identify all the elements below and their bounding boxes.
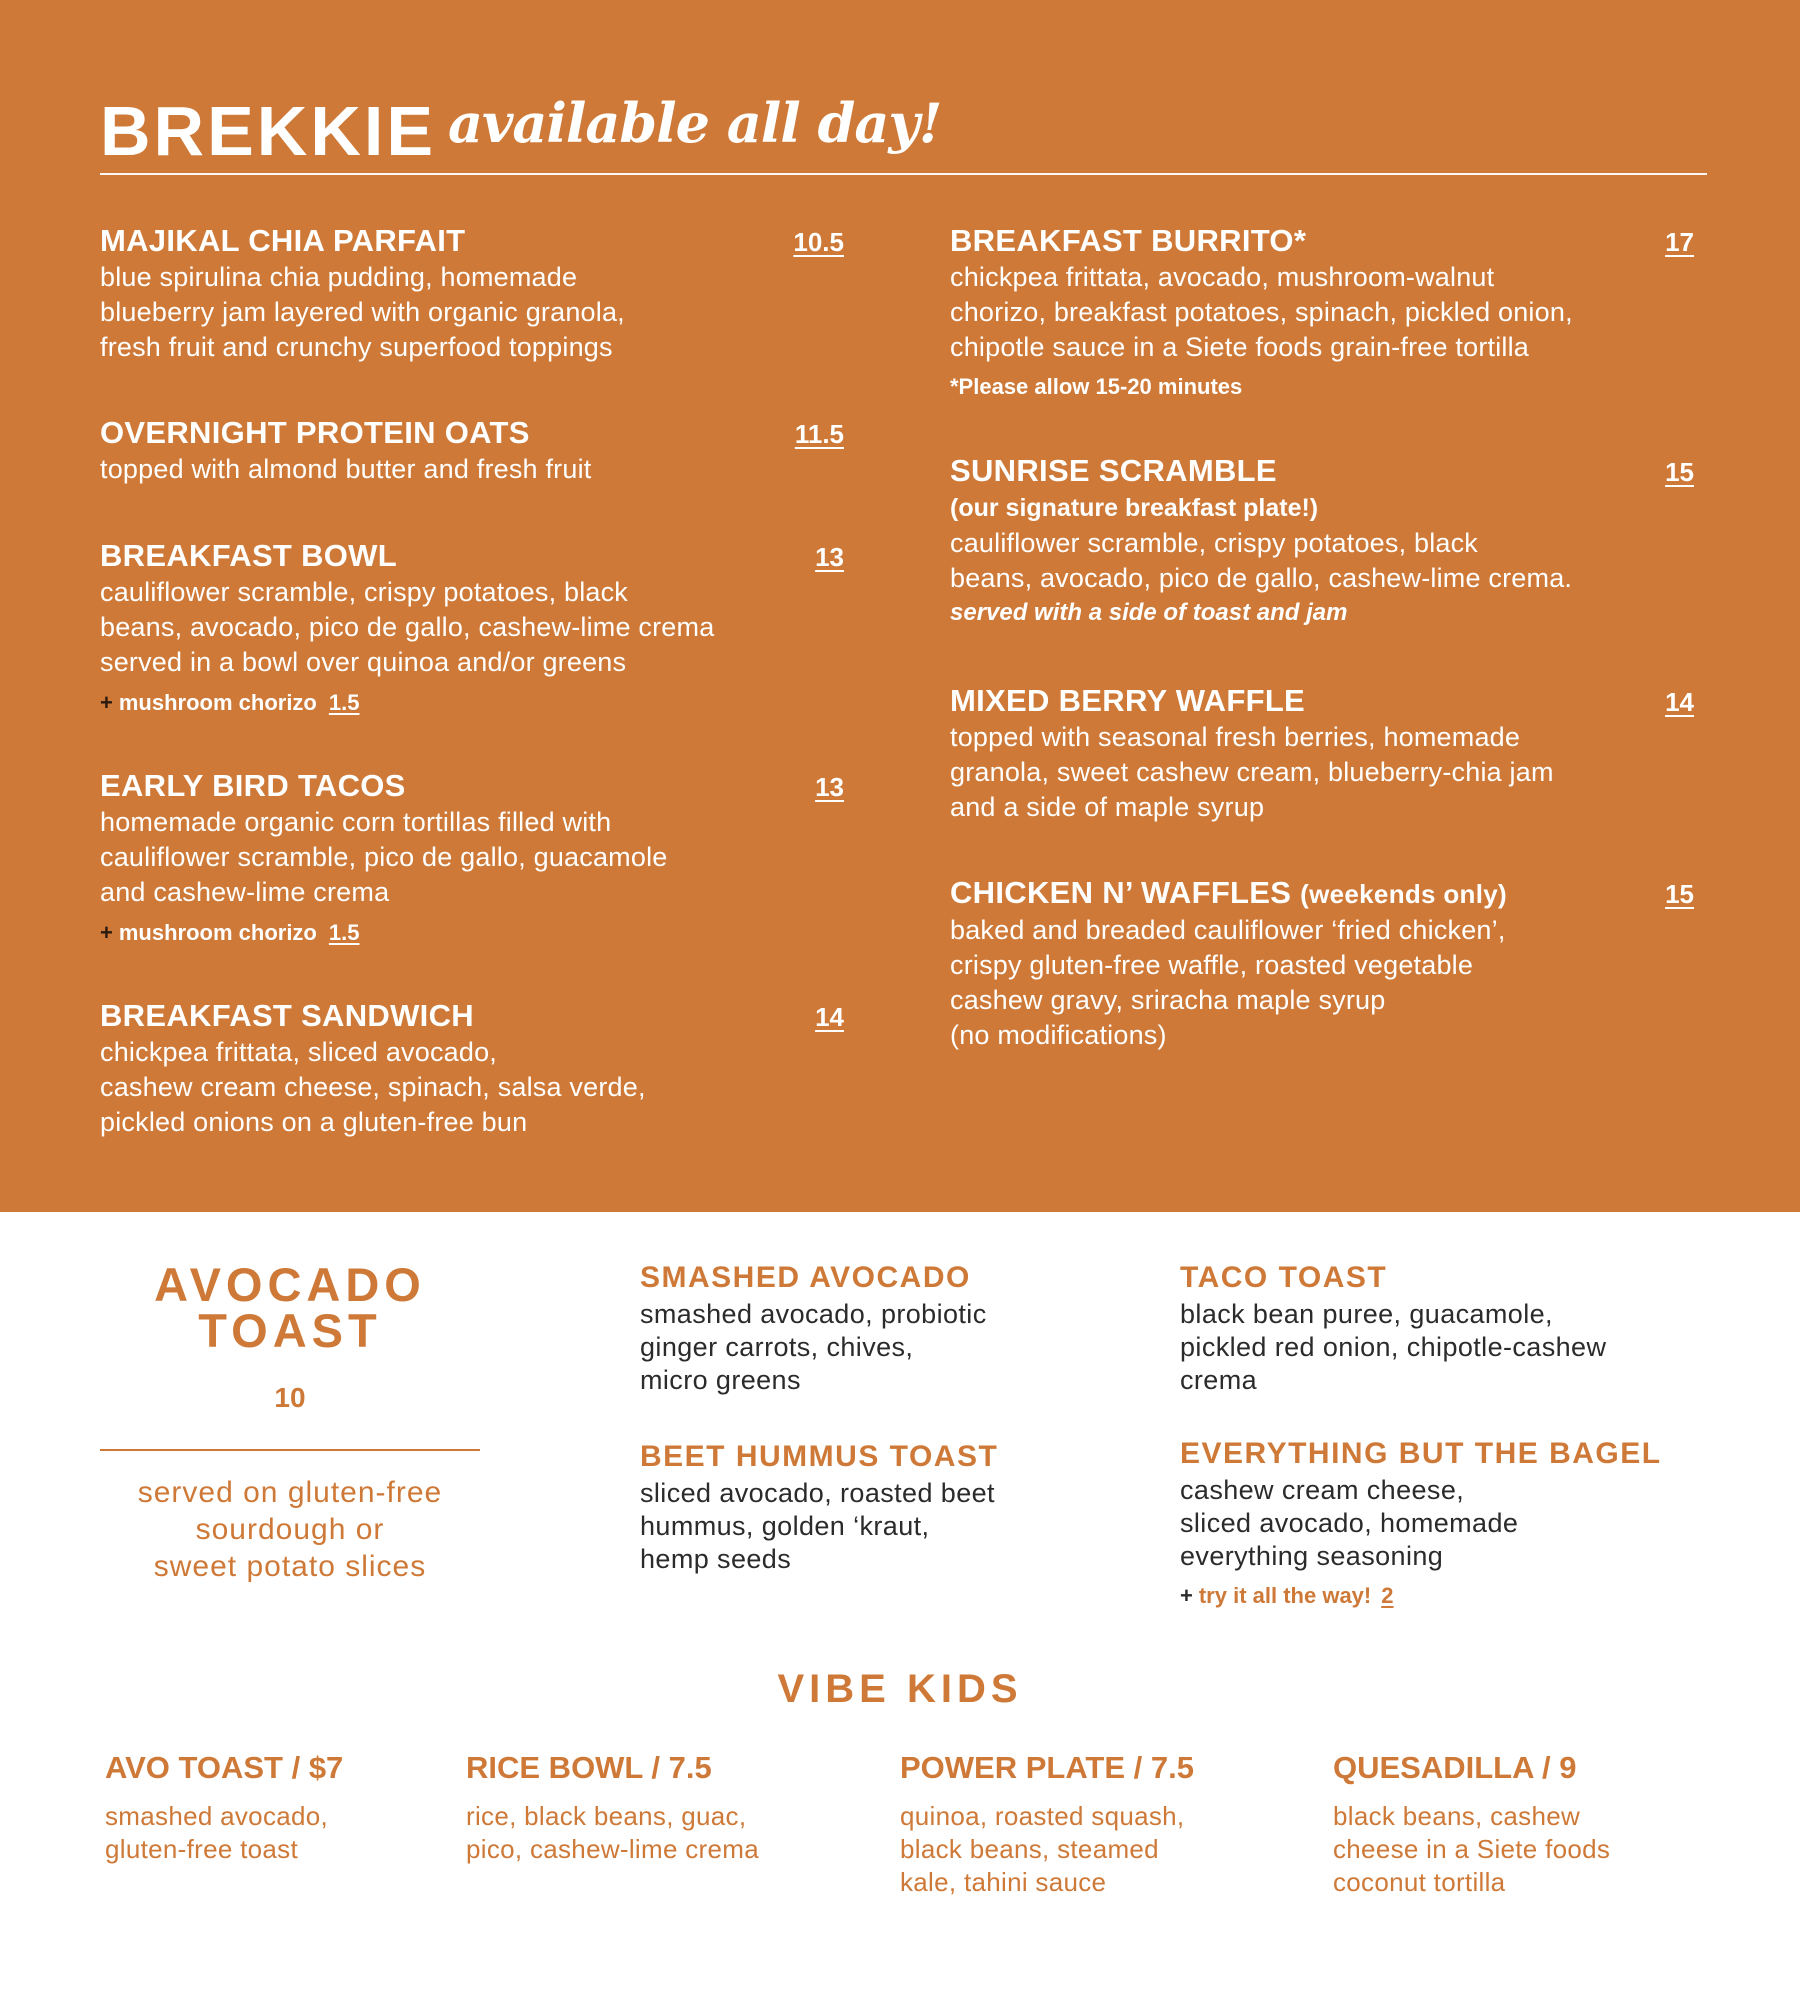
served-line: served on gluten-free <box>137 1476 443 1509</box>
menu-item <box>100 767 844 950</box>
description-line: quinoa, roasted squash, <box>900 1801 1185 1831</box>
addon-label: mushroom chorizo <box>118 920 317 945</box>
item-description <box>950 526 1694 596</box>
menu-item <box>950 874 1694 1053</box>
divider <box>100 173 1707 175</box>
description-line: cashew cream cheese, <box>1180 1475 1465 1505</box>
addon-price: 2 <box>1381 1583 1394 1608</box>
description-line: topped with seasonal fresh berries, homemade <box>950 722 1521 752</box>
menu-item <box>950 452 1694 630</box>
description-line: smashed avocado, probiotic <box>640 1299 987 1329</box>
toast-description <box>1180 1474 1680 1573</box>
item-name: MIXED BERRY WAFFLE <box>950 683 1306 718</box>
description-line: sliced avocado, homemade <box>1180 1508 1519 1538</box>
kids-item-description <box>466 1800 886 1866</box>
toast-addon <box>1180 1579 1680 1613</box>
served-note <box>100 1474 480 1585</box>
item-price: 13 <box>815 542 844 572</box>
item-price: 17 <box>1665 227 1694 257</box>
menu-item <box>950 682 1694 825</box>
item-description <box>100 260 844 365</box>
menu-item <box>100 997 844 1140</box>
menu-item <box>100 414 844 487</box>
item-price: 14 <box>1665 687 1694 717</box>
description-line: black beans, cashew <box>1333 1801 1581 1831</box>
description-line: sliced avocado, roasted beet <box>640 1478 995 1508</box>
kids-item <box>466 1748 886 1866</box>
toast-name: BEET HUMMUS TOAST <box>640 1440 999 1473</box>
description-line: cashew cream cheese, spinach, salsa verde, <box>100 1072 646 1102</box>
plus-icon: + <box>100 920 113 945</box>
description-line: hemp seeds <box>640 1544 792 1574</box>
toast-item <box>640 1437 1140 1576</box>
menu-item <box>100 222 844 365</box>
description-line: and a side of maple syrup <box>950 792 1265 822</box>
description-line: micro greens <box>640 1365 801 1395</box>
section-title <box>100 1258 480 1357</box>
item-price: 14 <box>815 1002 844 1032</box>
item-name: SUNRISE SCRAMBLE <box>950 453 1277 488</box>
toast-description <box>640 1298 1140 1397</box>
description-line: pickled red onion, chipotle-cashew <box>1180 1332 1607 1362</box>
description-line: kale, tahini sauce <box>900 1867 1107 1897</box>
item-description <box>100 1035 844 1140</box>
heading-line: TOAST <box>198 1304 382 1357</box>
description-line: crema <box>1180 1365 1258 1395</box>
description-line: topped with almond butter and fresh fruit <box>100 454 592 484</box>
description-line: coconut tortilla <box>1333 1867 1506 1897</box>
kids-item-description <box>900 1800 1320 1899</box>
kids-item <box>900 1748 1320 1899</box>
toast-item <box>640 1258 1140 1397</box>
kids-item <box>1333 1748 1753 1899</box>
item-name: OVERNIGHT PROTEIN OATS <box>100 415 530 450</box>
item-addon <box>100 916 844 950</box>
item-description <box>100 805 844 910</box>
description-line: served in a bowl over quinoa and/or greens <box>100 647 627 677</box>
kids-item <box>105 1748 525 1866</box>
served-line: sweet potato slices <box>153 1550 427 1583</box>
toast-name: SMASHED AVOCADO <box>640 1261 971 1294</box>
kids-item-name: AVO TOAST / $7 <box>105 1750 344 1785</box>
description-line: granola, sweet cashew cream, blueberry-chia jam <box>950 757 1554 787</box>
description-line: cauliflower scramble, pico de gallo, guacamole <box>100 842 668 872</box>
kids-item-description <box>105 1800 525 1866</box>
item-name <box>950 874 1507 913</box>
description-line: rice, black beans, guac, <box>466 1801 747 1831</box>
item-price: 15 <box>1665 879 1694 909</box>
heading-line: AVOCADO <box>154 1258 426 1311</box>
description-line: (no modifications) <box>950 1020 1167 1050</box>
item-description <box>950 720 1694 825</box>
description-line: fresh fruit and crunchy superfood toppings <box>100 332 613 362</box>
kids-item-name: RICE BOWL / 7.5 <box>466 1750 712 1785</box>
description-line: blueberry jam layered with organic granola, <box>100 297 625 327</box>
description-line: black beans, steamed <box>900 1834 1159 1864</box>
item-description <box>950 260 1694 365</box>
toast-name: TACO TOAST <box>1180 1261 1388 1294</box>
item-price: 13 <box>815 772 844 802</box>
item-name: BREAKFAST BOWL <box>100 538 397 573</box>
description-line: baked and breaded cauliflower ‘fried chicken’, <box>950 915 1506 945</box>
description-line: chorizo, breakfast potatoes, spinach, pickled onion, <box>950 297 1573 327</box>
kids-item-name: QUESADILLA / 9 <box>1333 1750 1577 1785</box>
item-subtitle: (our signature breakfast plate!) <box>950 494 1319 522</box>
section-tagline: available all day! <box>448 91 942 155</box>
kids-item-name: POWER PLATE / 7.5 <box>900 1750 1194 1785</box>
toast-description <box>1180 1298 1680 1397</box>
item-price: 15 <box>1665 457 1694 487</box>
description-line: hummus, golden ‘kraut, <box>640 1511 930 1541</box>
description-line: and cashew-lime crema <box>100 877 390 907</box>
description-line: gluten-free toast <box>105 1834 298 1864</box>
description-line: chickpea frittata, avocado, mushroom-walnut <box>950 262 1495 292</box>
description-line: cheese in a Siete foods <box>1333 1834 1611 1864</box>
item-name: EARLY BIRD TACOS <box>100 768 406 803</box>
addon-label: mushroom chorizo <box>118 690 317 715</box>
toast-item <box>1180 1434 1680 1613</box>
plus-icon: + <box>100 690 113 715</box>
section-title: VIBE KIDS <box>777 1667 1023 1711</box>
item-name-suffix: (weekends only) <box>1300 879 1507 909</box>
toast-name: EVERYTHING BUT THE BAGEL <box>1180 1437 1662 1470</box>
addon-price: 1.5 <box>328 690 360 715</box>
item-description <box>950 913 1694 1053</box>
addon-label: try it all the way! <box>1198 1583 1372 1608</box>
item-price: 10.5 <box>793 227 844 257</box>
description-line: beans, avocado, pico de gallo, cashew-lime crema <box>100 612 715 642</box>
description-line: chickpea frittata, sliced avocado, <box>100 1037 498 1067</box>
item-note: served with a side of toast and jam <box>950 599 1348 626</box>
item-note: *Please allow 15-20 minutes <box>950 374 1243 399</box>
description-line: black bean puree, guacamole, <box>1180 1299 1553 1329</box>
description-line: homemade organic corn tortillas filled with <box>100 807 612 837</box>
served-line: sourdough or <box>195 1513 385 1546</box>
section-price: 10 <box>274 1382 306 1413</box>
description-line: everything seasoning <box>1180 1541 1444 1571</box>
description-line: blue spirulina chia pudding, homemade <box>100 262 578 292</box>
description-line: smashed avocado, <box>105 1801 329 1831</box>
kids-item-description <box>1333 1800 1753 1899</box>
toast-description <box>640 1477 1140 1576</box>
plus-icon: + <box>1180 1583 1193 1608</box>
description-line: pico, cashew-lime crema <box>466 1834 759 1864</box>
description-line: crispy gluten-free waffle, roasted vegetable <box>950 950 1474 980</box>
item-name: BREAKFAST BURRITO* <box>950 223 1307 258</box>
item-name: BREAKFAST SANDWICH <box>100 998 474 1033</box>
description-line: pickled onions on a gluten-free bun <box>100 1107 528 1137</box>
toast-item <box>1180 1258 1680 1397</box>
menu-item <box>950 222 1694 405</box>
description-line: ginger carrots, chives, <box>640 1332 914 1362</box>
item-addon <box>100 686 844 720</box>
description-line: cauliflower scramble, crispy potatoes, black <box>950 528 1479 558</box>
menu-item <box>100 537 844 720</box>
description-line: chipotle sauce in a Siete foods grain-free tortilla <box>950 332 1530 362</box>
item-name: MAJIKAL CHIA PARFAIT <box>100 223 466 258</box>
item-description <box>100 575 844 680</box>
description-line: cauliflower scramble, crispy potatoes, black <box>100 577 629 607</box>
description-line: cashew gravy, sriracha maple syrup <box>950 985 1386 1015</box>
item-name-main: CHICKEN N’ WAFFLES <box>950 875 1292 910</box>
item-price: 11.5 <box>794 419 844 449</box>
divider <box>100 1449 480 1451</box>
item-description <box>100 452 844 487</box>
description-line: beans, avocado, pico de gallo, cashew-lime crema. <box>950 563 1573 593</box>
addon-price: 1.5 <box>328 920 360 945</box>
section-title: BREKKIE <box>100 92 437 170</box>
